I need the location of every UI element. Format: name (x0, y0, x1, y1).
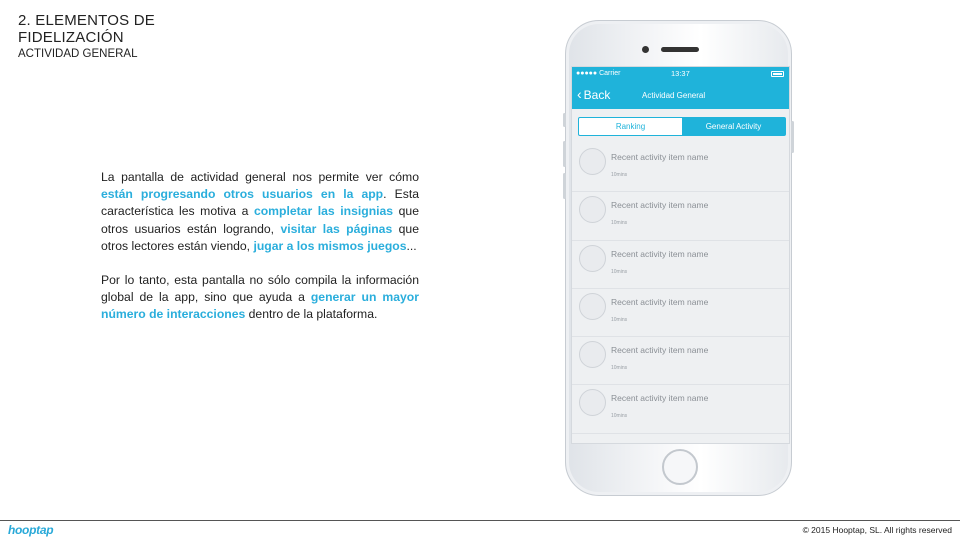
avatar (579, 245, 606, 272)
list-item[interactable] (572, 241, 790, 289)
title-line-2: FIDELIZACIÓN (18, 29, 124, 46)
phone-mockup (565, 20, 792, 496)
p1-text-2: . Esta característica les motiva a (101, 187, 419, 219)
p1-highlight-4: jugar a los mismos juegos (253, 238, 407, 253)
slide-subtitle: ACTIVIDAD GENERAL (18, 48, 138, 60)
item-time: 10mins (611, 413, 628, 420)
home-button[interactable] (662, 449, 698, 485)
p1-text-3: que otros usuarios están logrando, (101, 204, 419, 236)
activity-list (572, 144, 790, 434)
battery-icon (771, 71, 784, 77)
list-item[interactable] (572, 337, 790, 385)
item-time: 10mins (611, 220, 628, 227)
p1-text-5: ... (406, 238, 417, 253)
earpiece-speaker (661, 47, 699, 52)
front-camera (642, 46, 649, 53)
back-label: Back (583, 88, 611, 102)
phone-screen (571, 66, 790, 444)
status-time: 13:37 (671, 69, 690, 78)
list-item[interactable] (572, 289, 790, 337)
tab-general-activity[interactable]: General Activity (682, 118, 785, 135)
volume-up-button (563, 141, 566, 167)
avatar (579, 389, 606, 416)
item-time: 10mins (611, 316, 628, 323)
volume-down-button (563, 173, 566, 199)
paragraph-1 (101, 169, 419, 255)
item-time: 10mins (611, 365, 628, 372)
avatar (579, 148, 606, 175)
list-item[interactable] (572, 192, 790, 240)
chevron-left-icon: ‹ (577, 86, 582, 102)
paragraph-2 (101, 272, 419, 324)
item-name: Recent activity item name (611, 296, 709, 307)
segmented-control (578, 117, 786, 136)
item-name: Recent activity item name (611, 200, 709, 211)
nav-bar (572, 81, 789, 109)
p1-highlight-2: completar las insignias (253, 204, 394, 219)
p1-text-1: La pantalla de actividad general nos permite ver cómo (101, 170, 419, 184)
back-button[interactable] (577, 87, 610, 102)
status-bar (572, 67, 789, 81)
avatar (579, 196, 606, 223)
item-time: 10mins (611, 172, 628, 178)
p2-text-2: dentro de la plataforma. (245, 307, 378, 322)
avatar (579, 293, 606, 320)
tab-ranking[interactable]: Ranking (615, 122, 646, 131)
list-item[interactable] (572, 144, 790, 192)
power-button (791, 121, 794, 153)
item-name: Recent activity item name (611, 345, 709, 356)
mute-switch (563, 113, 566, 127)
footer-divider (0, 520, 960, 521)
item-name: Recent activity item name (611, 152, 709, 162)
item-name: Recent activity item name (611, 393, 709, 404)
list-item[interactable] (572, 385, 790, 433)
nav-title: Actividad General (642, 91, 706, 100)
item-time: 10mins (611, 268, 628, 275)
p2-highlight-1: generar un mayor número de interacciones (101, 290, 419, 322)
carrier-label: ●●●●● Carrier (576, 70, 621, 77)
hooptap-logo: hooptap (8, 523, 54, 537)
p1-highlight-1: están progresando otros usuarios en la app (101, 187, 384, 202)
item-name: Recent activity item name (611, 248, 709, 259)
copyright-notice: © 2015 Hooptap, SL. All rights reserved (802, 525, 952, 535)
slide-title (18, 12, 218, 61)
description-text (101, 169, 419, 324)
title-line-1: 2. ELEMENTOS DE (18, 12, 155, 29)
p2-text-1: Por lo tanto, esta pantalla no sólo compila la información global de la app, sino que ayuda a (101, 273, 419, 305)
p1-highlight-3: visitar las páginas (280, 221, 393, 236)
p1-text-4: que otros lectores están viendo, (101, 221, 419, 253)
avatar (579, 341, 606, 368)
